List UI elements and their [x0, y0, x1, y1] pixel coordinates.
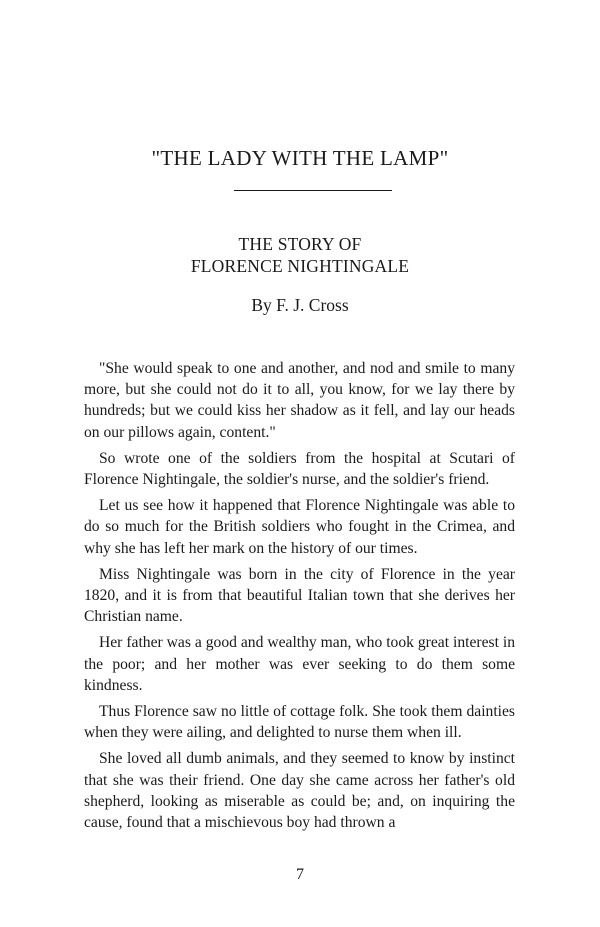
paragraph-7: She loved all dumb animals, and they seemed to know by instinct that she was their friend. One day she came across her father's old shepherd, looking as miserable as could be; and, on inquiring the cause, found that a mischievous boy had thrown a [84, 750, 515, 832]
paragraph-2: So wrote one of the soldiers from the hospital at Scutari of Florence Nightingale, the soldier's nurse, and the soldier's friend. [84, 449, 515, 489]
paragraph-1: "She would speak to one and another, and nod and smile to many more, but she could not do it to all, you know, for we lay there by hundreds; but we could kiss her shadow as it fell, and lay our heads on our pillows again, content." [84, 360, 515, 441]
paragraph-4: Miss Nightingale was born in the city of Florence in the year 1820, and it is from that beautiful Italian town that she derives her Christian name. [84, 565, 515, 626]
paragraph-3: Let us see how it happened that Florence Nightingale was able to do so much for the British soldiers who fought in the Crimea, and why she has left her mark on the history of our times. [84, 497, 515, 557]
subtitle-line-2: FLORENCE NIGHTINGALE [190, 256, 410, 276]
body-text [84, 358, 515, 838]
author-byline: By F. J. Cross [251, 295, 349, 315]
subtitle-line-1: THE STORY OF [238, 234, 362, 254]
paragraph-6: Thus Florence saw no little of cottage folk. She took them dainties when they were ailing, and delighted to nurse them when ill. [84, 703, 515, 742]
paragraph-5: Her father was a good and wealthy man, who took great interest in the poor; and her mother was ever seeking to do them some kindness. [84, 634, 515, 694]
chapter-title: "THE LADY WITH THE LAMP" [151, 146, 449, 170]
chapter-subtitle [0, 233, 600, 277]
title-divider [234, 190, 392, 191]
page-number: 7 [296, 866, 304, 883]
